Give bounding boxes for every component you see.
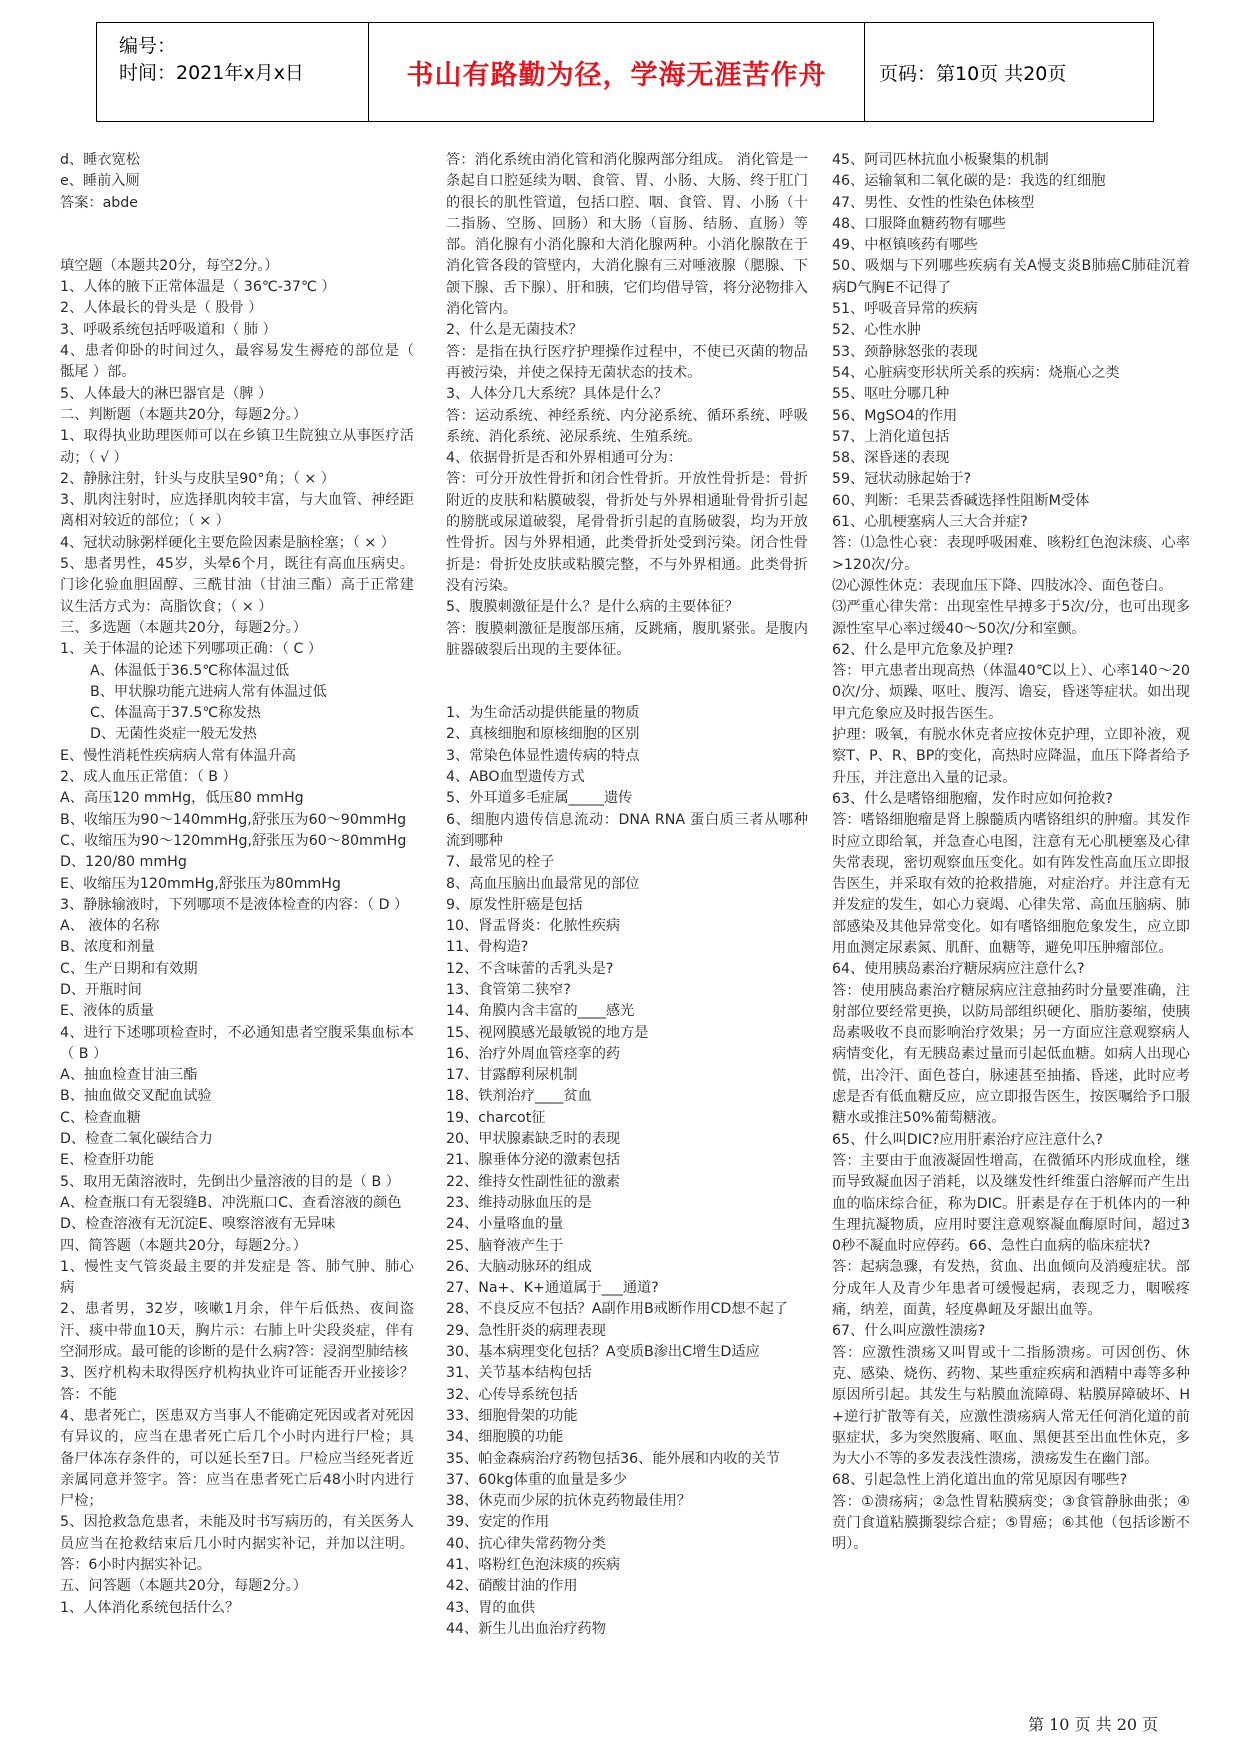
text-paragraph: 1、关于体温的论述下列哪项正确：（ C ）: [60, 641, 323, 658]
text-paragraph: 25、脑脊液产生于: [446, 1237, 564, 1254]
text-paragraph: ⑵心源性休克：表现血压下降、四肢冰冷、面色苍白。: [832, 577, 1173, 594]
text-paragraph: 43、胃的血供: [446, 1599, 535, 1616]
text-paragraph: d、睡衣宽松: [60, 152, 140, 168]
text-paragraph: 39、安定的作用: [446, 1514, 550, 1531]
text-paragraph: 8、高血压脑出血最常见的部位: [446, 875, 640, 892]
text-paragraph: 2、人体最长的骨头是（ 股骨 ）: [60, 300, 263, 317]
text-paragraph: 51、呼吸音异常的疾病: [832, 301, 978, 318]
text-paragraph: 四、简答题（本题共20分，每题2分。）: [60, 1237, 307, 1254]
text-paragraph: 47、男性、女性的性染色体核型: [832, 194, 1035, 211]
text-paragraph: 答：消化系统由消化管和消化腺两部分组成。 消化管是一条起自口腔延续为咽、食管、胃、小肠、大肠、终于肛门的很长的肌性管道，包括口腔、咽、食管、胃、小肠（十二指肠、空肠、回肠）和大肠（盲肠、结肠、直肠）等部。消化腺有小消化腺和大消化腺两种。小消化腺散在于消化管各段的管壁内，大消化腺有三对唾液腺（腮腺、下颌下腺、舌下腺）、肝和胰，它们均借导管，将分泌物排入消化管内。: [446, 152, 808, 318]
text-paragraph: 28、不良反应不包括？A副作用B戒断作用CD想不起了: [446, 1301, 789, 1318]
text-paragraph: E、收缩压为120mmHg,舒张压为80mmHg: [60, 875, 341, 892]
text-paragraph: ⑶严重心律失常：出现室性早搏多于5次/分，也可出现多源性室早心率过缓40～50次/分和室颤。: [832, 599, 1190, 637]
text-paragraph: E、慢性消耗性疾病病人常有体温升高: [60, 747, 296, 764]
text-paragraph: 63、什么是嗜铬细胞瘤，发作时应如何抢救?: [832, 790, 1113, 807]
text-paragraph: 52、心性水肿: [832, 322, 921, 339]
text-paragraph: 61、心肌梗塞病人三大合并症?: [832, 514, 1028, 531]
text-paragraph: 50、吸烟与下列哪些疾病有关A慢支炎B肺癌C肺硅沉着病D气胸E不记得了: [832, 258, 1190, 296]
text-paragraph: [446, 682, 808, 703]
text-paragraph: 27、Na+、K+通道属于___通道?: [446, 1280, 659, 1297]
text-paragraph: C、生产日期和有效期: [60, 960, 198, 977]
text-paragraph: 20、甲状腺素缺乏时的表现: [446, 1131, 621, 1148]
text-paragraph: 11、骨构造?: [446, 939, 529, 956]
text-paragraph: 56、MgSO4的作用: [832, 407, 958, 424]
document-number-label: 编号：: [119, 35, 177, 57]
text-paragraph: 57、上消化道包括: [832, 428, 950, 445]
text-paragraph: 32、心传导系统包括: [446, 1386, 578, 1403]
text-paragraph: A、检查瓶口有无裂缝B、冲洗瓶口C、查看溶液的颜色: [60, 1194, 402, 1211]
text-paragraph: 12、不含味蕾的舌乳头是?: [446, 960, 614, 977]
text-paragraph: 5、外耳道多毛症属_____遗传: [446, 790, 633, 807]
text-paragraph: 23、维持动脉血压的是: [446, 1194, 592, 1211]
text-paragraph: 35、帕金森病治疗药物包括36、能外展和内收的关节: [446, 1450, 781, 1467]
text-paragraph: 29、急性肝炎的病理表现: [446, 1322, 606, 1339]
text-paragraph: 2、什么是无菌技术？: [446, 322, 583, 339]
page-footer: 第 10 页 共 20 页: [1028, 1715, 1159, 1734]
text-paragraph: 2、真核细胞和原核细胞的区别: [446, 726, 640, 743]
text-paragraph: 26、大脑动脉环的组成: [446, 1258, 592, 1275]
text-paragraph: 9、原发性肝癌是包括: [446, 896, 583, 913]
text-paragraph: 1、慢性支气管炎最主要的并发症是 答、肺气肿、肺心病: [60, 1258, 414, 1297]
text-paragraph: e、睡前入厕: [60, 173, 140, 190]
text-paragraph: 17、甘露醇利尿机制: [446, 1067, 578, 1084]
text-paragraph: 答：运动系统、神经系统、内分泌系统、循环系统、呼吸系统、消化系统、泌尿系统、生殖系统。: [446, 407, 808, 445]
text-paragraph: 4、患者仰卧的时间过久，最容易发生褥疮的部位是（ 骶尾 ）部。: [60, 343, 414, 381]
document-date-label: 时间：2021年x月x日: [119, 62, 304, 84]
text-paragraph: 15、视网膜感光最敏锐的地方是: [446, 1024, 649, 1041]
text-paragraph: 3、人体分几大系统？具体是什么？: [446, 386, 668, 403]
text-paragraph: C、体温高于37.5℃称发热: [90, 705, 261, 722]
text-paragraph: E、检查肝功能: [60, 1152, 155, 1169]
text-paragraph: 34、细胞膜的功能: [446, 1429, 564, 1446]
text-paragraph: 答：①溃疡病；②急性胃粘膜病变；③食管静脉曲张；④贲门食道粘膜撕裂综合症；⑤胃癌；⑥其他（包括诊断不明）。: [832, 1493, 1190, 1553]
text-paragraph: 5、人体最大的淋巴器官是（脾 ）: [60, 385, 273, 402]
text-paragraph: E、液体的质量: [60, 1003, 155, 1020]
text-paragraph: 答：嗜铬细胞瘤是肾上腺髓质内嗜铬组织的肿瘤。其发作时应立即给氧，并急查心电图，注意有无心肌梗塞及心律失常表现，密切观察血压变化。如有阵发性高血压立即报告医生，并采取有效的抢救措施，对症治疗。并注意有无并发症的发生，如心力衰竭、心律失常、高血压脑病、肺部感染及其他异常变化。如有嗜铬细胞危象发生，应立即用血测定尿素氮、肌酐、血糖等，避免叩压肿瘤部位。: [832, 812, 1190, 956]
text-paragraph: 18、铁剂治疗____贫血: [446, 1088, 592, 1105]
text-column-3: [832, 150, 1190, 1556]
text-paragraph: 54、心脏病变形状所关系的疾病：烧瓶心之类: [832, 364, 1120, 381]
text-paragraph: D、开瓶时间: [60, 981, 142, 998]
text-paragraph: 答：腹膜刺激征是腹部压痛，反跳痛，腹肌紧张。是腹内脏器破裂后出现的主要体征。: [446, 620, 808, 658]
text-paragraph: 16、治疗外周血管痉挛的药: [446, 1045, 621, 1062]
text-paragraph: 二、判断题（本题共20分，每题2分。）: [60, 406, 307, 423]
text-paragraph: 21、腺垂体分泌的激素包括: [446, 1152, 621, 1169]
text-paragraph: 24、小量咯血的量: [446, 1216, 564, 1233]
text-paragraph: 46、运输氧和二氧化碳的是：我选的红细胞: [832, 173, 1106, 190]
text-paragraph: 1、人体消化系统包括什么？: [60, 1599, 240, 1616]
text-paragraph: 7、最常见的栓子: [446, 854, 555, 871]
page-header: [96, 22, 1154, 122]
text-paragraph: 1、人体的腋下正常体温是（ 36℃-37℃ ）: [60, 279, 336, 296]
text-paragraph: 1、为生命活动提供能量的物质: [446, 705, 640, 722]
text-paragraph: 42、硝酸甘油的作用: [446, 1578, 578, 1595]
text-paragraph: 49、中枢镇咳药有哪些: [832, 237, 978, 254]
text-paragraph: 60、判断：毛果芸香碱选择性阻断M受体: [832, 492, 1090, 509]
text-paragraph: A、抽血检查甘油三酯: [60, 1067, 198, 1084]
text-paragraph: 58、深昏迷的表现: [832, 450, 950, 467]
text-paragraph: D、120/80 mmHg: [60, 854, 187, 871]
header-meta: [97, 23, 369, 121]
text-paragraph: 59、冠状动脉起始于?: [832, 471, 972, 488]
text-paragraph: 3、常染色体显性遗传病的特点: [446, 747, 640, 764]
text-paragraph: 67、什么叫应激性溃疡?: [832, 1323, 986, 1340]
text-paragraph: A、高压120 mmHg，低压80 mmHg: [60, 790, 304, 807]
text-paragraph: D、无菌性炎症一般无发热: [90, 726, 257, 743]
text-paragraph: 2、患者男，32岁，咳嗽1月余，伴午后低热、夜间盗汗、痰中带血10天，胸片示：右肺上叶尖段炎症，伴有空洞形成。最可能的诊断的是什么病?答：浸润型肺结核: [60, 1301, 414, 1361]
text-paragraph: 55、呕吐分哪几种: [832, 386, 950, 403]
text-paragraph: 22、维持女性副性征的激素: [446, 1173, 621, 1190]
text-paragraph: 44、新生儿出血治疗药物: [446, 1620, 606, 1637]
text-paragraph: 53、颈静脉怒张的表现: [832, 343, 978, 360]
text-paragraph: 62、什么是甲亢危象及护理?: [832, 641, 1014, 658]
text-paragraph: 4、冠状动脉粥样硬化主要危险因素是脑栓塞；（ × ）: [60, 534, 395, 551]
text-paragraph: 填空题（本题共20分，每空2分。）: [60, 257, 279, 274]
text-paragraph: 3、医疗机构未取得医疗机构执业许可证能否开业接诊？答：不能: [60, 1365, 414, 1403]
text-paragraph: 4、患者死亡，医患双方当事人不能确定死因或者对死因有异议的，应当在患者死亡后几个小时内进行尸检；具备尸体冻存条件的，可以延长至7日。尸检应当经死者近亲属同意并签字。答：应当在患者死亡后48小时内进行尸检；: [60, 1407, 414, 1510]
text-paragraph: 13、食管第二狭窄?: [446, 981, 571, 998]
text-paragraph: 41、咯粉红色泡沫痰的疾病: [446, 1557, 621, 1573]
text-paragraph: 30、基本病理变化包括？A变质B渗出C增生D适应: [446, 1344, 760, 1361]
text-paragraph: C、检查血糖: [60, 1109, 141, 1126]
text-paragraph: 1、取得执业助理医师可以在乡镇卫生院独立从事医疗活动；（ √ ）: [60, 428, 414, 466]
header-motto: 书山有路勤为径，学海无涯苦作舟: [369, 23, 865, 121]
text-paragraph: 护理：吸氧，有脱水休克者应按休克护理，立即补液，观察T、P、R、BP的变化，高热时应降温，血压下降者给予升压，并注意出入量的记录。: [832, 727, 1190, 786]
text-paragraph: 5、腹膜刺激征是什么？是什么病的主要体征？: [446, 599, 739, 616]
text-paragraph: D、检查二氧化碳结合力: [60, 1131, 213, 1148]
text-paragraph: 答：甲亢患者出现高热（体温40℃以上）、心率140～200次/分、烦躁、呕吐、腹泻、谵妄，昏迷等症状。如出现甲亢危象应及时报告医生。: [832, 663, 1190, 722]
text-paragraph: 31、关节基本结构包括: [446, 1365, 592, 1382]
text-paragraph: 38、休克而少尿的抗休克药物最佳用？: [446, 1493, 692, 1510]
text-paragraph: 19、charcot征: [446, 1109, 546, 1126]
text-paragraph: 答：主要由于血液凝固性增高，在微循环内形成血栓，继而导致凝血因子消耗，以及继发性纤维蛋白溶解而产生出血的临床综合征，称为DIC。肝素是存在于机体内的一种生理抗凝物质，应用时要注意观察凝血酶原时间，超过30秒不凝血时应停药。66、急性白血病的临床症状?: [832, 1152, 1190, 1255]
text-paragraph: 答：起病急骤，有发热，贫血、出血倾向及消瘦症状。部分成年人及青少年患者可缓慢起病，表现乏力，咽喉疼痛，纳差，面黄，轻度鼻衄及牙龈出血等。: [832, 1259, 1190, 1319]
text-paragraph: 答：⑴急性心衰：表现呼吸困难、咳粉红色泡沫痰、心率>120次/分。: [832, 535, 1190, 573]
text-paragraph: 65、什么叫DIC?应用肝素治疗应注意什么?: [832, 1131, 1103, 1148]
text-paragraph: B、收缩压为90～140mmHg,舒张压为60～90mmHg: [60, 811, 407, 828]
text-paragraph: B、甲状腺功能亢进病人常有体温过低: [90, 683, 327, 700]
text-column-2: [446, 150, 808, 1640]
text-paragraph: 5、取用无菌溶液时，先倒出少量溶液的目的是（ B ）: [60, 1173, 400, 1190]
text-paragraph: 答：应激性溃疡又叫胃或十二指肠溃疡。可因创伤、休克、感染、烧伤、药物、某些重症疾病和酒精中毒等多种原因所引起。其发生与粘膜血流障碍、粘膜屏障破坏、H+逆行扩散等有关，应激性溃疡病人常无任何消化道的前驱症状，多为突然腹痛、呕血、黑便甚至出血性休克，多为大小不等的多发表浅性溃疡，溃疡发生在幽门部。: [832, 1344, 1190, 1468]
text-paragraph: 48、口服降血糖药物有哪些: [832, 215, 1007, 232]
text-paragraph: 答：可分开放性骨折和闭合性骨折。开放性骨折是：骨折附近的皮肤和粘膜破裂，骨折处与外界相通耻骨骨折引起的膀胱或尿道破裂，尾骨骨折引起的直肠破裂，均为开放性骨折。因与外界相通，此类骨折处受到污染。闭合性骨折是：骨折处皮肤或粘膜完整，不与外界相通。此类骨折没有污染。: [446, 471, 808, 594]
text-paragraph: 答：是指在执行医疗护理操作过程中，不使已灭菌的物品再被污染，并使之保持无菌状态的技术。: [446, 343, 808, 381]
header-page-label: 页码：第10页 共20页: [879, 62, 1067, 85]
text-paragraph: 三、多选题（本题共20分，每题2分。）: [60, 619, 307, 636]
text-paragraph: 答：使用胰岛素治疗糖尿病应注意抽药时分量要准确，注射部位要经常更换，以防局部组织硬化、脂肪萎缩，使胰岛素吸收不良而影响治疗效果；另一方面应注意观察病人病情变化，有无胰岛素过量而引起低血糖。如病人出现心慌，出冷汗、面色苍白，脉速甚至抽搐、昏迷，此时应考虑是否有低血糖反应，应立即报告医生，按医嘱给予口服糖水或推注50%葡萄糖液。: [832, 982, 1190, 1127]
text-paragraph: 14、角膜内含丰富的____感光: [446, 1003, 635, 1020]
text-paragraph: 3、肌肉注射时，应选择肌肉较丰富，与大血管、神经距离相对较近的部位；（ × ）: [60, 492, 414, 530]
text-paragraph: 2、成人血压正常值：（ B ）: [60, 769, 237, 786]
text-paragraph: 4、依据骨折是否和外界相通可分为：: [446, 450, 683, 467]
text-paragraph: 10、肾盂肾炎：化脓性疾病: [446, 918, 621, 935]
text-paragraph: 2、静脉注射，针头与皮肤呈90°角；（ × ）: [60, 470, 335, 487]
text-paragraph: B、抽血做交叉配血试验: [60, 1088, 212, 1105]
text-paragraph: D、检查溶液有无沉淀E、嗅察溶液有无异味: [60, 1216, 336, 1233]
text-column-1: [60, 150, 414, 1619]
text-paragraph: 64、使用胰岛素治疗糖尿病应注意什么?: [832, 961, 1085, 978]
text-paragraph: 37、60kg体重的血量是多少: [446, 1471, 628, 1488]
text-paragraph: 4、进行下述哪项检查时，不必通知患者空腹采集血标本（ B ）: [60, 1024, 414, 1062]
text-paragraph: 答案：abde: [60, 194, 138, 211]
text-paragraph: 5、患者男性，45岁，头晕6个月，既往有高血压病史。门诊化验血胆固醇、三酰甘油（甘油三酯）高于正常建议生活方式为：高脂饮食；（ × ）: [60, 556, 414, 615]
text-paragraph: [60, 214, 414, 235]
text-paragraph: 3、静脉输液时，下列哪项不是液体检查的内容：（ D ）: [60, 896, 409, 913]
text-paragraph: C、收缩压为90～120mmHg,舒张压为60～80mmHg: [60, 832, 407, 849]
text-paragraph: [446, 661, 808, 682]
text-paragraph: B、浓度和剂量: [60, 939, 155, 956]
text-paragraph: 6、细胞内遗传信息流动：DNA RNA 蛋白质三者从哪种流到哪种: [446, 811, 808, 849]
text-paragraph: 五、问答题（本题共20分，每题2分。）: [60, 1578, 307, 1595]
text-paragraph: 4、ABO血型遗传方式: [446, 769, 585, 786]
text-paragraph: 45、阿司匹林抗血小板聚集的机制: [832, 152, 1049, 168]
text-paragraph: 40、抗心律失常药物分类: [446, 1535, 606, 1552]
text-paragraph: 68、引起急性上消化道出血的常见原因有哪些?: [832, 1472, 1128, 1489]
text-paragraph: 33、细胞骨架的功能: [446, 1407, 578, 1424]
text-paragraph: [60, 235, 414, 256]
text-paragraph: A、 液体的名称: [60, 918, 160, 935]
text-paragraph: A、体温低于36.5℃称体温过低: [90, 662, 290, 679]
text-paragraph: 3、呼吸系统包括呼吸道和（ 肺 ）: [60, 321, 277, 338]
text-paragraph: 5、因抢救急危患者，未能及时书写病历的，有关医务人员应当在抢救结束后几小时内据实补记，并加以注明。答：6小时内据实补记。: [60, 1514, 414, 1573]
